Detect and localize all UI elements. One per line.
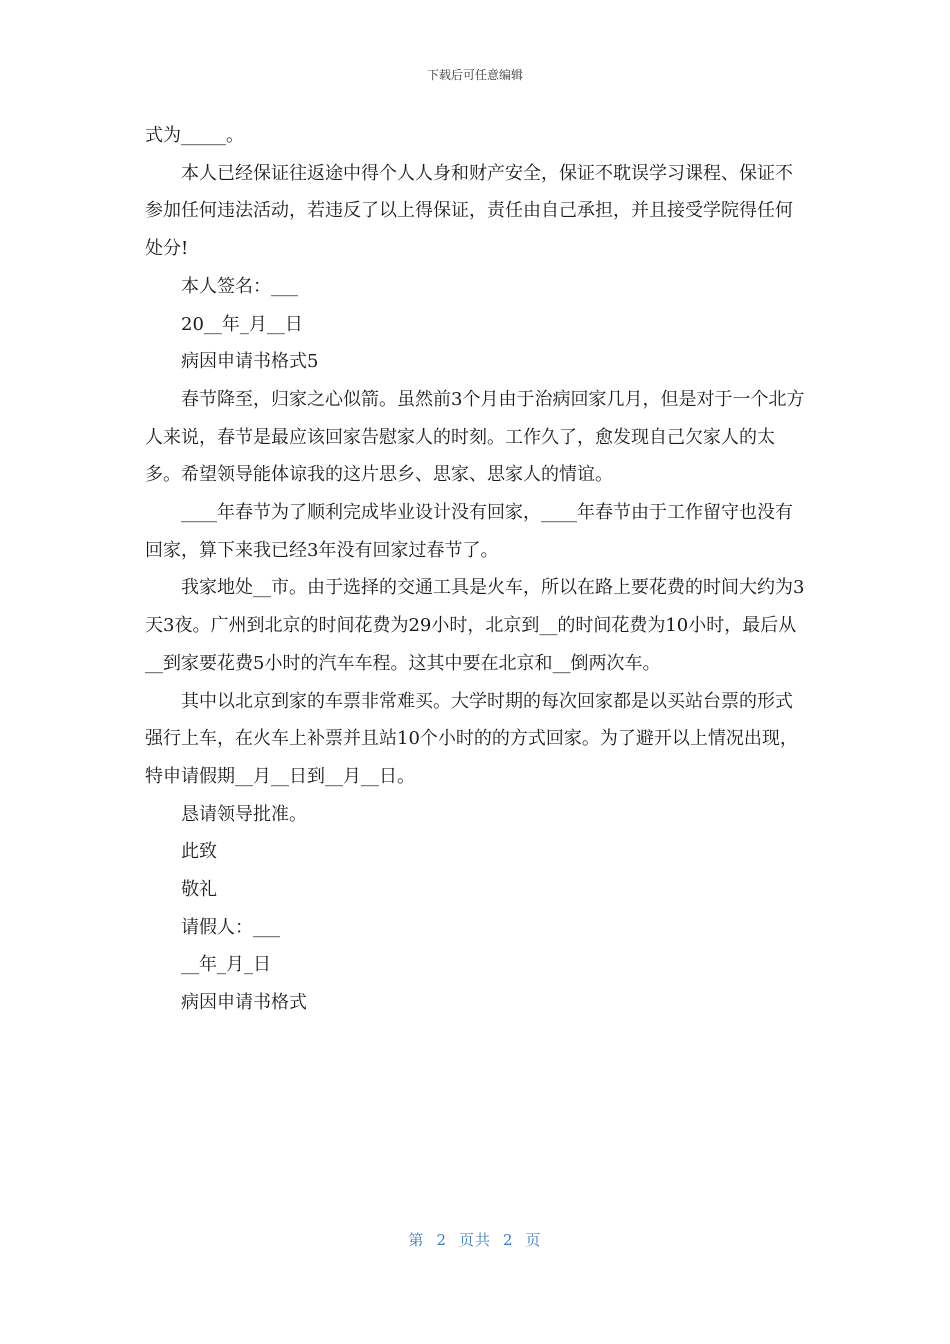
header-note: 下载后可任意编辑 (426, 68, 523, 82)
footer-total-pages: 2 (503, 1231, 514, 1249)
paragraph: 恳请领导批准。 (181, 803, 307, 825)
closing-line: 敬礼 (181, 879, 217, 901)
footer-current-page: 2 (436, 1231, 447, 1249)
footer-prefix: 第 (408, 1231, 425, 1249)
section-title: 病因申请书格式5 (181, 351, 319, 373)
date-line: __年_月_日 (181, 954, 271, 976)
footer-middle: 页共 (458, 1231, 491, 1249)
paragraph: 春节降至，归家之心似箭。虽然前3个月由于治病回家几月，但是对于一个北方人来说，春节是最应该回家告慰家人的时刻。工作久了，愈发现自己欠家人的太多。希望领导能体谅我的这片思乡、思家、思家人的情谊。 (145, 388, 805, 486)
paragraph: 式为_____。 (145, 125, 244, 146)
applicant-line: 请假人：___ (181, 916, 280, 938)
footer-suffix: 页 (525, 1231, 542, 1249)
closing-line: 此致 (181, 841, 217, 863)
document-body (145, 117, 810, 1022)
date-line: 20__年_月__日 (181, 313, 303, 335)
section-title: 病因申请书格式 (181, 992, 307, 1014)
paragraph: 我家地处__市。由于选择的交通工具是火车，所以在路上要花费的时间大约为3天3夜。广州到北京的时间花费为29小时，北京到__的时间花费为10小时，最后从__到家要花费5小时的汽车车程。这其中要在北京和__倒两次车。 (145, 577, 805, 674)
signature-line: 本人签名：___ (181, 275, 298, 297)
paragraph: ____年春节为了顺利完成毕业设计没有回家，____年春节由于工作留守也没有回家，算下来我已经3年没有回家过春节了。 (145, 502, 793, 561)
page-footer (0, 1229, 950, 1250)
paragraph: 其中以北京到家的车票非常难买。大学时期的每次回家都是以买站台票的形式强行上车，在火车上补票并且站10个小时的的方式回家。为了避开以上情况出现，特申请假期__月__日到__月__日。 (145, 690, 798, 787)
paragraph: 本人已经保证往返途中得个人人身和财产安全，保证不耽误学习课程、保证不参加任何违法活动，若违反了以上得保证，责任由自己承担，并且接受学院得任何处分! (145, 162, 793, 260)
